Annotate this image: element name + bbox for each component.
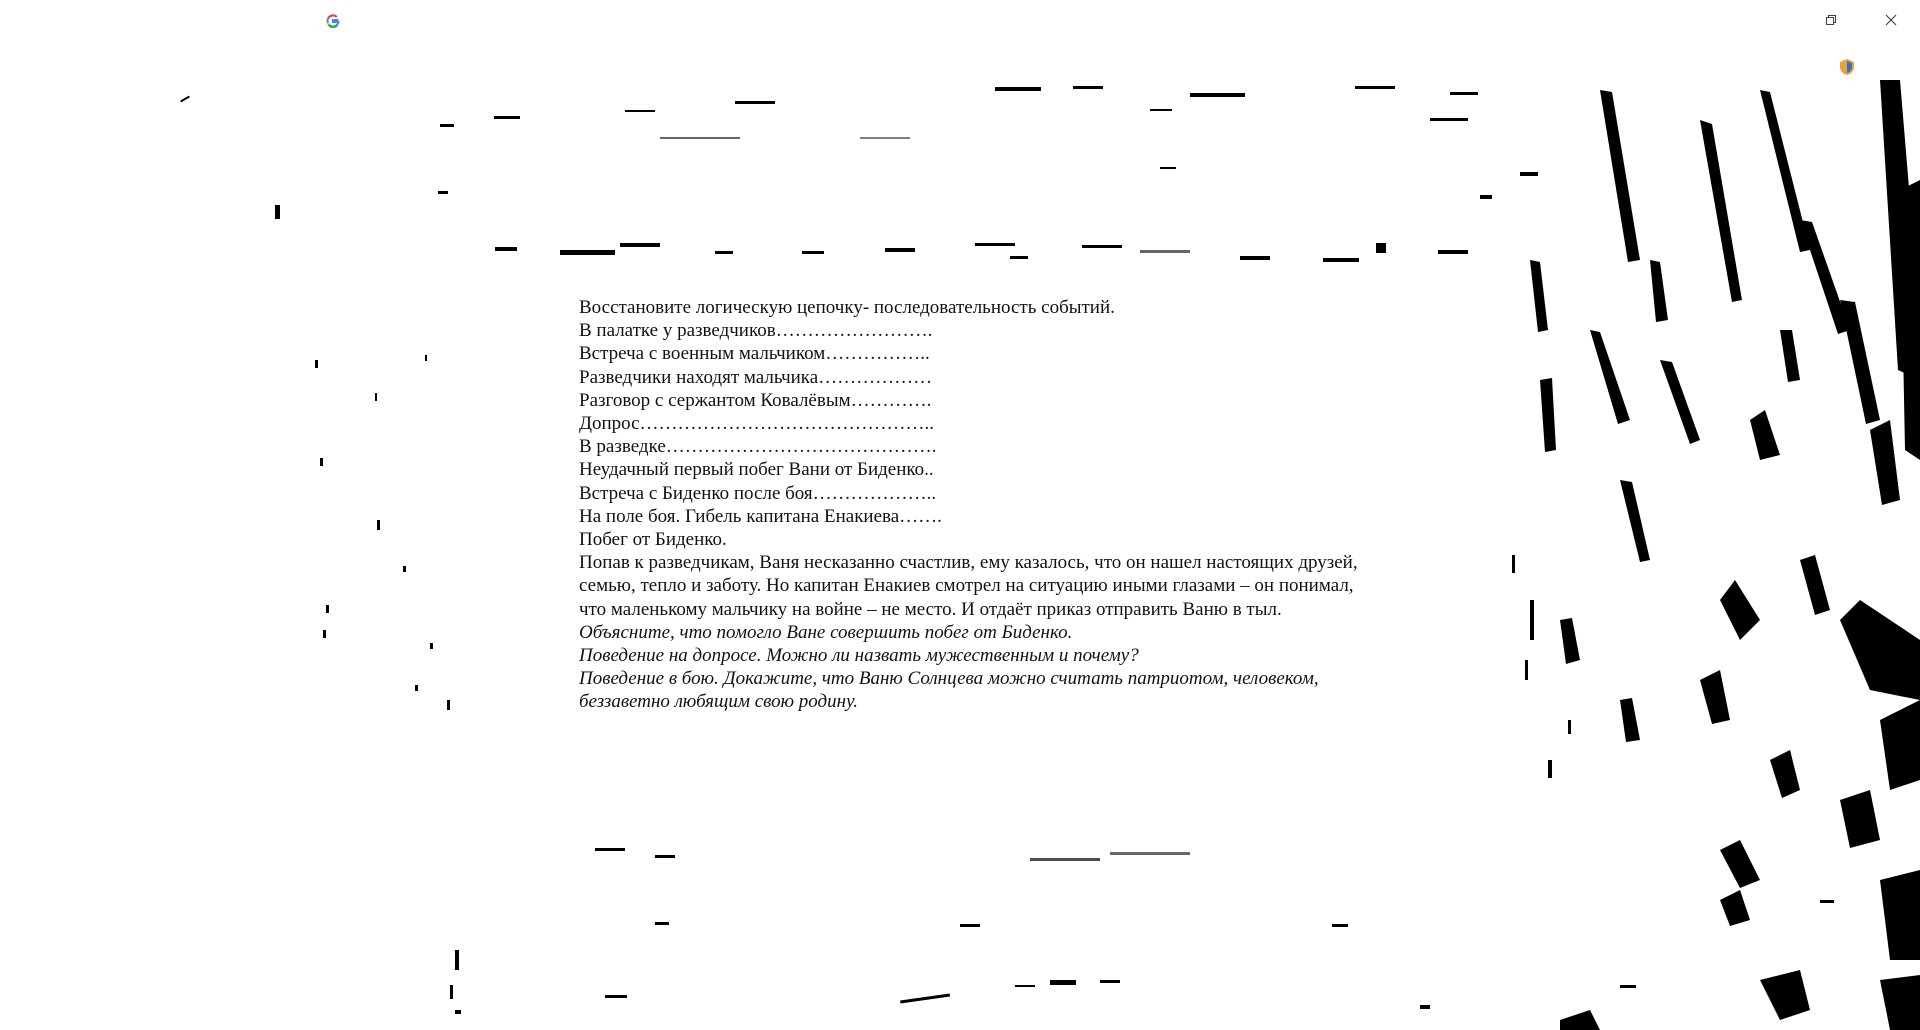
question-item: Поведение на допросе. Можно ли назвать мужественным и почему?: [579, 645, 1139, 667]
event-item: Побег от Биденко.: [579, 529, 727, 551]
browser-title-bar: [0, 0, 1920, 40]
question-item: Поведение в бою. Докажите, что Ваню Солнцева можно считать патриотом, человеком, беззаветно любящим свою родину.: [579, 668, 1324, 713]
event-item: Разговор с сержантом Ковалёвым………….: [579, 389, 932, 411]
event-item: Встреча с военным мальчиком……………..: [579, 343, 930, 365]
event-item: Встреча с Биденко после боя………………..: [579, 482, 937, 504]
event-item: В палатке у разведчиков…………………….: [579, 320, 933, 342]
story-paragraph: Попав к разведчикам, Ваня несказанно счастлив, ему казалось, что он нашел настоящих друзей, семью, тепло и заботу. Но капитан Енакиев смотрел на ситуацию иными глазами – он понимал, что маленькому мальчику на войне – не место. И отдаёт приказ отправить Ваню в тыл.: [579, 552, 1363, 620]
event-item: На поле боя. Гибель капитана Енакиева…….: [579, 505, 942, 527]
shield-extension-icon[interactable]: [1838, 58, 1856, 76]
google-g-icon[interactable]: [326, 14, 340, 28]
event-item: Неудачный первый побег Вани от Биденко..: [579, 459, 934, 481]
question-item: Объясните, что помогло Ване совершить побег от Биденко.: [579, 621, 1073, 643]
event-item: Допрос………………………………………..: [579, 413, 935, 435]
restore-window-icon[interactable]: [1814, 6, 1848, 34]
close-icon[interactable]: [1874, 6, 1908, 34]
event-item: Разведчики находят мальчика………………: [579, 366, 933, 388]
event-item: В разведке…………………………………….: [579, 436, 937, 458]
document-body: [579, 296, 1379, 714]
document-heading: Восстановите логическую цепочку- последовательность событий.: [579, 297, 1115, 318]
